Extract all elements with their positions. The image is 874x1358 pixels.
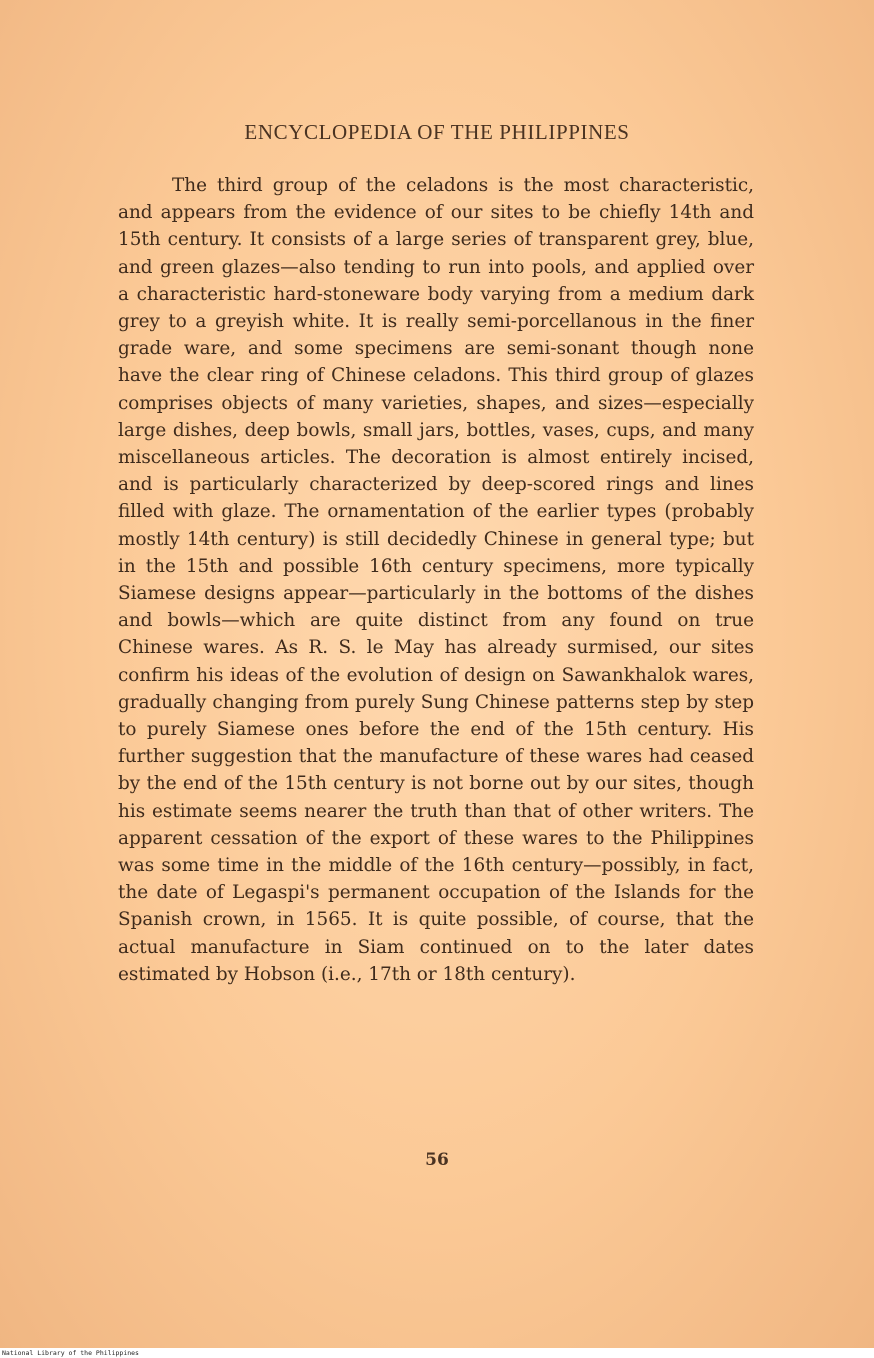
- library-credit: National Library of the Philippines: [2, 1349, 139, 1357]
- body-paragraph: The third group of the celadons is the most characteristic, and appears from the evidence of our sites to be chiefly 14th and 15th century. It consists of a large series of transparent grey, blue, and green glazes—also tending to run into pools, and applied over a characteristic hard-stoneware body varying from a medium dark grey to a greyish white. It is really semi-porcellanous in the finer grade ware, and some specimens are semi-sonant though none have the clear ring of Chinese celadons. This third group of glazes comprises objects of many varieties, shapes, and sizes—especially large dishes, deep bowls, small jars, bottles, vases, cups, and many miscellaneous articles. The decoration is almost entirely incised, and is particularly characterized by deep-scored rings and lines filled with glaze. The ornamentation of the earlier types (probably mostly 14th century) is still decidedly Chinese in general type; but in the 15th and possible 16th century specimens, more typically Siamese designs appear—particularly in the bottoms of the dishes and bowls—which are quite distinct from any found on true Chinese wares. As R. S. le May has already surmised, our sites confirm his ideas of the evolution of design on Sawankhalok wares, gradually changing from purely Sung Chinese patterns step by step to purely Siamese ones before the end of the 15th century. His further suggestion that the manufacture of these wares had ceased by the end of the 15th century is not borne out by our sites, though his estimate seems nearer the truth than that of other writers. The apparent cessation of the export of these wares to the Philippines was some time in the middle of the 16th century—possibly, in fact, the date of Legaspi's permanent occupation of the Islands for the Spanish crown, in 1565. It is quite possible, of course, that the actual manufacture in Siam continued on to the later dates estimated by Hobson (i.e., 17th or 18th century).: [118, 175, 754, 985]
- running-head: ENCYCLOPEDIA OF THE PHILIPPINES: [244, 120, 630, 144]
- page-number: 56: [425, 1150, 449, 1170]
